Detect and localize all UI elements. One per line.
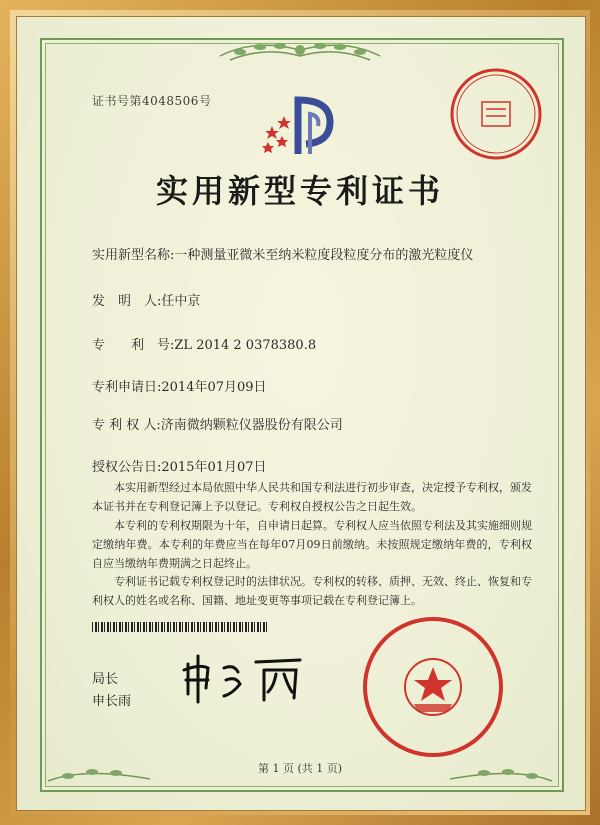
corner-flower-ornament-icon — [446, 763, 556, 789]
application-date-field — [92, 376, 267, 395]
field-label: 发 明 人: — [92, 294, 162, 309]
field-value: 一种测量亚微米至纳米粒度段粒度分布的激光粒度仪 — [174, 248, 474, 263]
body-paragraph: 专利证书记载专利权登记时的法律状况。专利权的转移、质押、无效、终止、恢复和专利权人的姓名或名称、国籍、地址变更等事项记载在专利登记簿上。 — [92, 575, 532, 607]
director-title: 局长 — [92, 672, 119, 687]
body-paragraph: 本实用新型经过本局依照中华人民共和国专利法进行初步审查，决定授予专利权，颁发本证书并在专利登记簿上予以登记。专利权自授权公告之日起生效。 — [92, 481, 532, 513]
patentee-field — [92, 414, 343, 433]
field-label: 专 利 号: — [92, 338, 175, 353]
body-paragraph: 本专利的专利权期限为十年，自申请日起算。专利权人应当依照专利法及其实施细则规定缴纳年费。本专利的年费应当在每年07月09日前缴纳。未按照规定缴纳年费的，专利权自应当缴纳年费期满之日起终止。 — [92, 519, 532, 570]
agency-seal-icon — [446, 64, 546, 164]
inventor-field — [92, 290, 200, 309]
field-label: 专 利 权 人: — [92, 418, 161, 433]
director-signature-icon — [180, 650, 310, 706]
director-name: 申长雨 — [92, 694, 132, 709]
field-label: 授权公告日: — [92, 460, 162, 475]
field-value: 2014年07月09日 — [161, 380, 267, 395]
field-value: 济南微纳颗粒仪器股份有限公司 — [160, 418, 343, 433]
patent-number-field — [92, 334, 316, 353]
certificate-number: 证书号第4048506号 — [92, 94, 212, 108]
field-label: 实用新型名称: — [92, 248, 175, 263]
patent-office-logo-icon — [258, 92, 342, 158]
national-ip-office-seal-icon — [358, 612, 508, 762]
field-label: 专利申请日: — [92, 380, 162, 395]
field-value: 任中京 — [161, 294, 201, 309]
certificate-title: 实用新型专利证书 — [155, 172, 444, 210]
utility-model-name-field — [92, 244, 473, 263]
corner-flower-ornament-icon — [44, 763, 154, 789]
grant-date-field — [92, 456, 267, 475]
barcode — [92, 622, 267, 632]
page-footer: 第 1 页 (共 1 页) — [257, 762, 343, 775]
field-value: ZL 2014 2 0378380.8 — [174, 338, 317, 353]
wreath-ornament-icon — [210, 36, 390, 72]
field-value: 2015年01月07日 — [161, 460, 267, 475]
